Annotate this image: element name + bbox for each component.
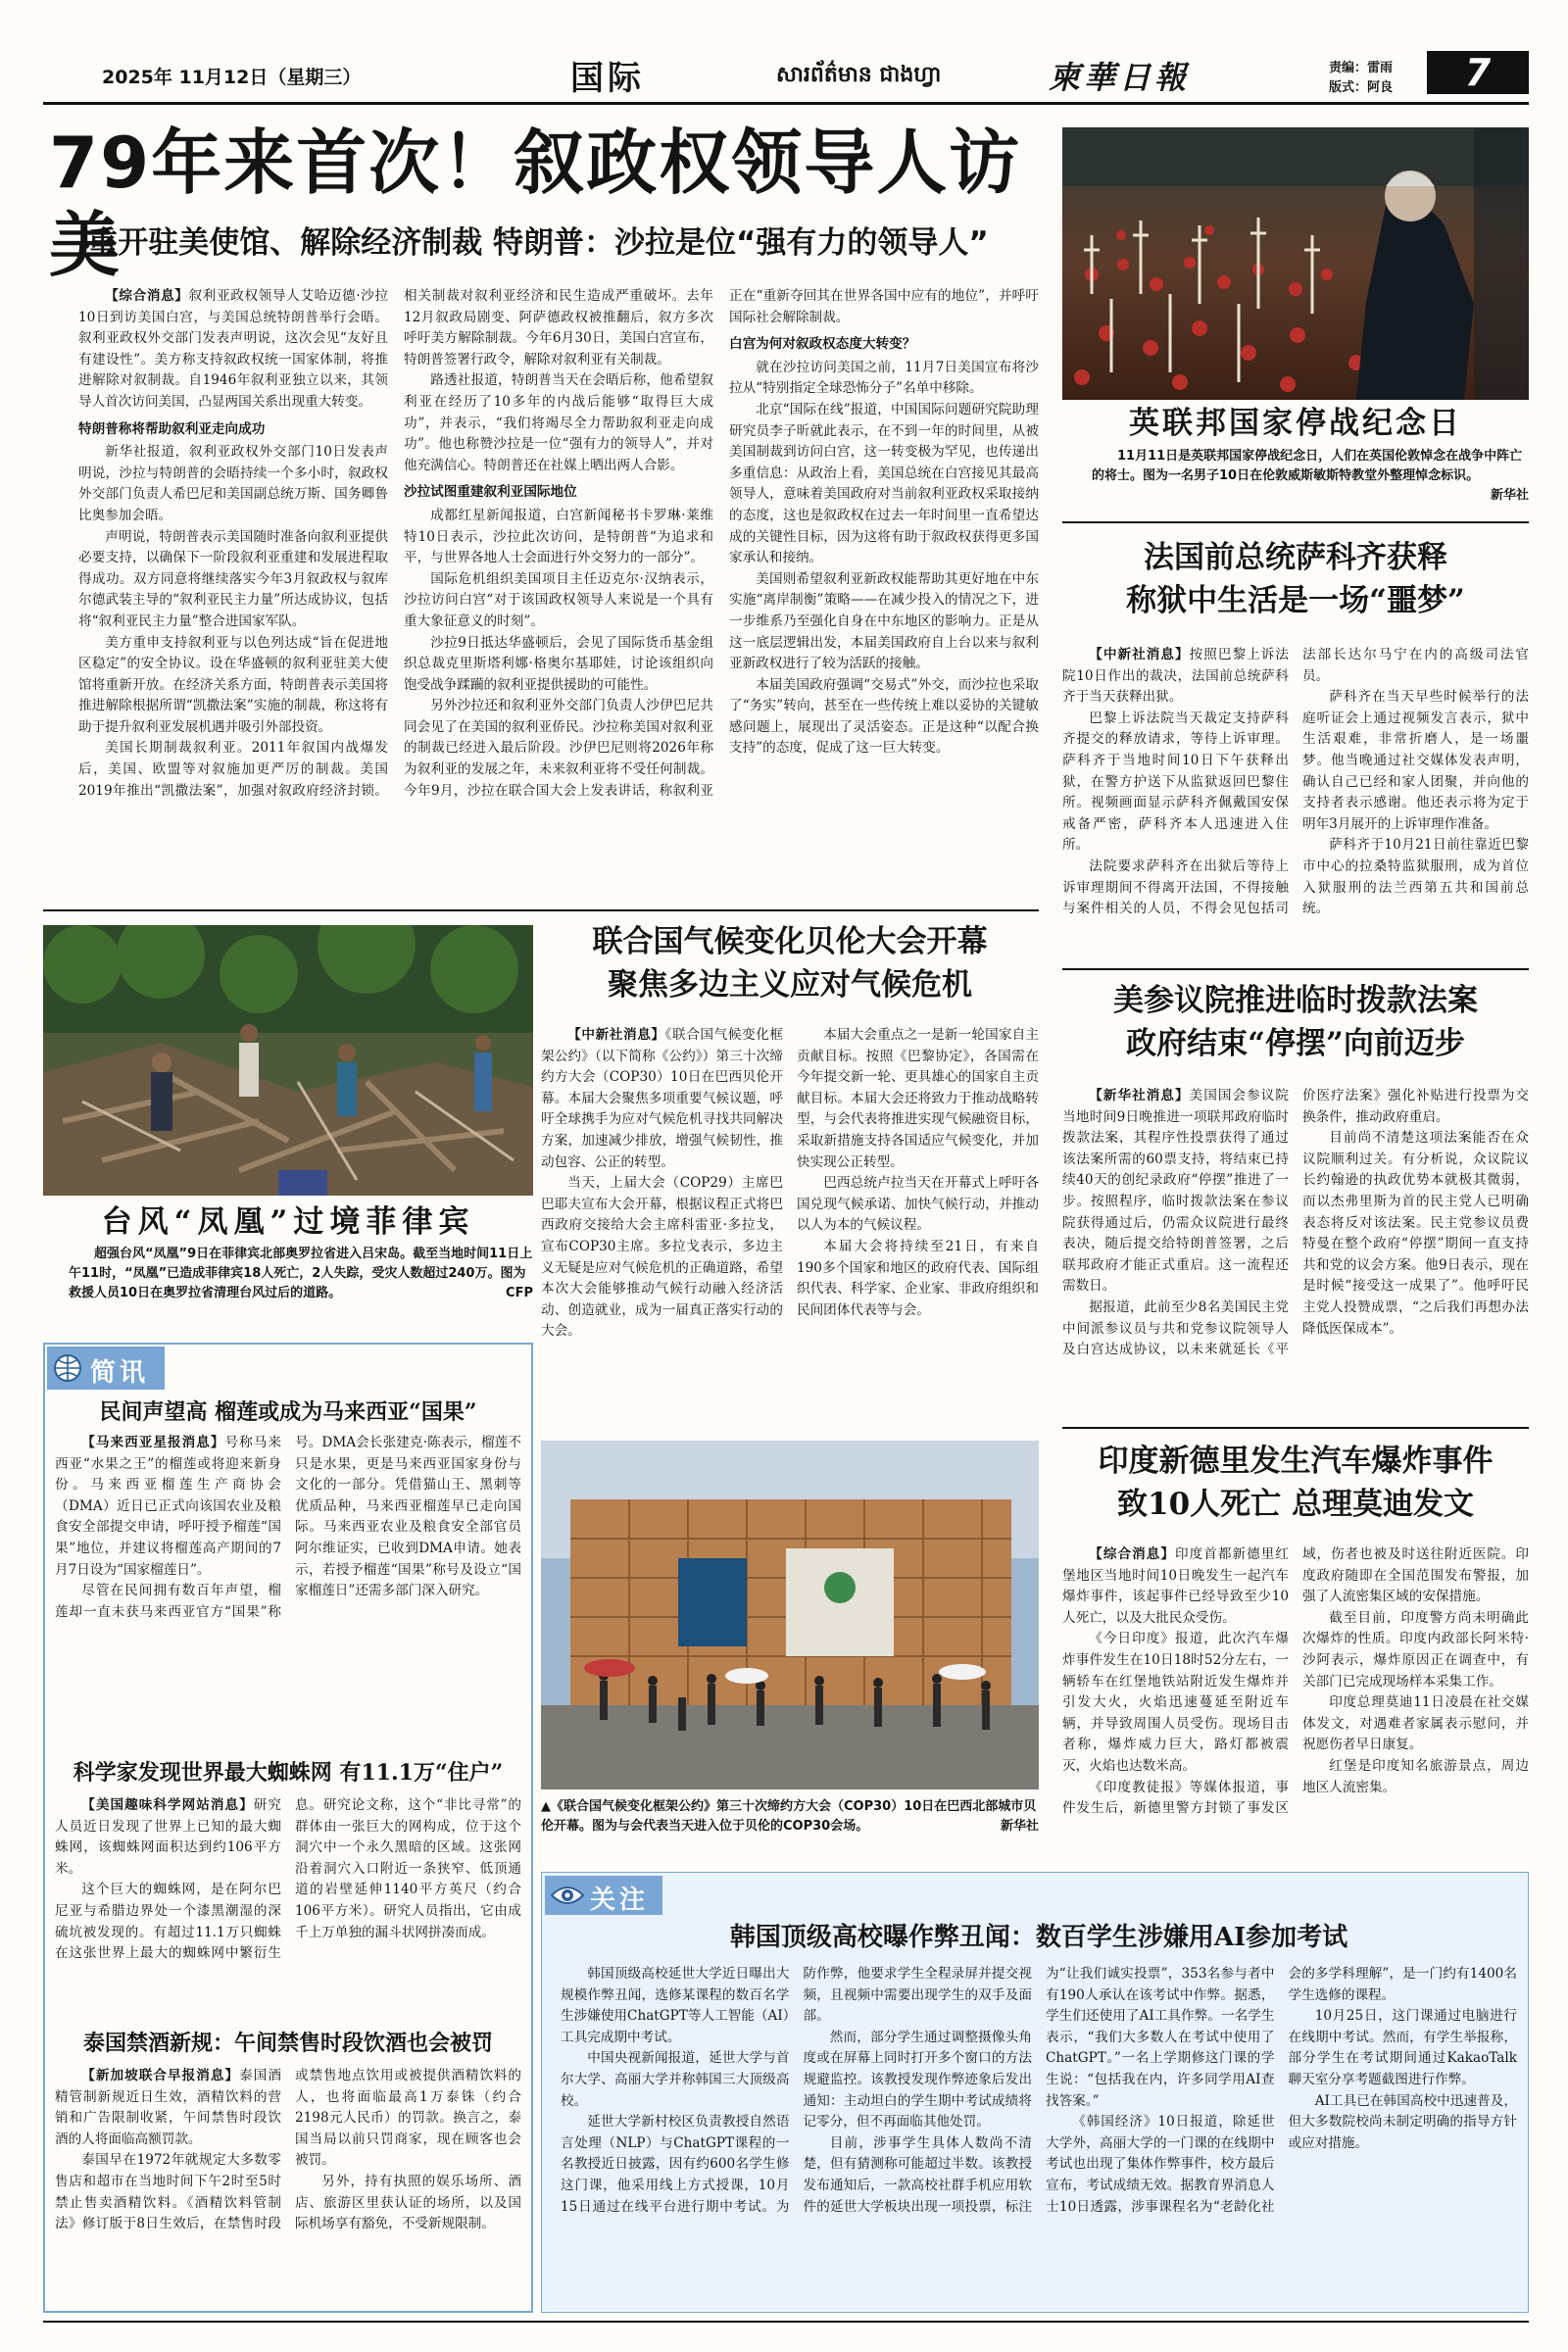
sarkozy-dateline: 【中新社消息】 <box>1089 647 1190 662</box>
typhoon-caption: 超强台风“凤凰”9日在菲律宾北部奥罗拉省进入吕宋岛。截至当地时间11日上午11时，“凤凰”已造成菲律宾18人死亡，2人失踪，受灾人数超过240万。图为救援人员10日在奥罗拉省清理台风过后的道路。 CFP <box>69 1245 533 1327</box>
lead-body: 【综合消息】叙利亚政权领导人艾哈迈德·沙拉10日到访美国白宫，与美国总统特朗普举行会晤。叙利亚政权外交部门发表声明说，这次会见“友好且有建设性”。美方称支持叙政权统一国家体制，将推进解除对叙制裁。自1946年叙利亚独立以来，其领导人首次访问美国，凸显两国关系出现重大转变。 特朗普称将帮助叙利亚走向成功 新华社报道，叙利亚政权外交部门10日发表声明说，沙拉与特朗普的会晤持续一个多小时，叙政权外交部门负责人希巴尼和美国副总统万斯、国务卿鲁比奥参加会晤。 声明说，特朗普表示美国随时准备向叙利亚提供必要支持，以确保下一阶段叙利亚重建和发展进程取得成功。双方同意将继续落实今年3月叙政权与叙库尔德武装主导的“叙利亚民主力量”所达成协议，包括将“叙利亚民主力量”整合进国家军队。 美方重申支持叙利亚与以色列达成“旨在促进地区稳定”的安全协议。设在华盛顿的叙利亚驻美大使馆将重新开放。在经济关系方面，特朗普表示美国将推进解除根据所谓“凯撒法案”实施的制裁，称这将有助于提升叙利亚发展机遇并吸引外部投资。 美国长期制裁叙利亚。2011年叙国内战爆发后，美国、欧盟等对叙施加更严厉的制裁。美国2019年推出“凯撒法案”，加强对叙政府经济封锁。相关制裁对叙利亚经济和民生造成严重破坏。去年12月叙政局剧变、阿萨德政权被推翻后，叙方多次呼吁美方解除制裁。今年6月30日，美国白宫宣布，特朗普签署行政令，解除对叙利亚有关制裁。 路透社报道，特朗普当天在会晤后称，他希望叙利亚在经历了10多年的内战后能够“取得巨大成功”，并表示，“我们将竭尽全力帮助叙利亚走向成功”。他也称赞沙拉是一位“强有力的领导人”，并对他充满信心。特朗普还在社媒上晒出两人合影。 沙拉试图重建叙利亚国际地位 成都红星新闻报道，白宫新闻秘书卡罗琳·莱维特10日表示，沙拉此次访问，是特朗普“为追求和平，与世界各地人士会面进行外交努力的一部分”。 国际危机组织美国项目主任迈克尔·汉纳表示，沙拉访问白宫“对于该国政权领导人来说是一个具有重大象征意义的时刻”。 沙拉9日抵达华盛顿后，会见了国际货币基金组织总裁克里斯塔利娜·格奥尔基耶娃，讨论该组织向饱受战争蹂躏的叙利亚提供援助的可能性。 另外沙拉还和叙利亚外交部门负责人沙伊巴尼共同会见了在美国的叙利亚侨民。沙拉称美国对叙利亚的制裁已经进入最后阶段。沙伊巴尼则将2026年称为叙利亚的发展之年，未来叙利亚将不受任何制裁。今年9月，沙拉在联合国大会上发表讲话，称叙利亚正在“重新夺回其在世界各国中应有的地位”，并呼吁国际社会解除制裁。 白宫为何对叙政权态度大转变？ 就在沙拉访问美国之前，11月7日美国宣布将沙拉从“特别指定全球恐怖分子”名单中移除。 北京“国际在线”报道，中国国际问题研究院助理研究员李子昕就此表示，在不到一年的时间里，从被美国制裁到访问白宫，这一转变极为罕见，也传递出多重信息：从政治上看，美国总统在白宫接见其最高领导人，意味着美国政府对当前叙利亚政权采取接纳的态度，这也是叙政权在过去一年时间里一直希望达成的关键性目标，因为这将有助于叙政权获得更多国家承认和接纳。 美国则希望叙利亚新政权能帮助其更好地在中东实施“离岸制衡”策略——在减少投入的情况之下，进一步维系乃至强化自身在中东地区的影响力。正是从这一底层逻辑出发，本届美国政府自上台以来与叙利亚新政权进行了较为活跃的接触。 本届美国政府强调“交易式”外交，而沙拉也采取了“务实”转向，甚至在一些传统上难以妥协的关键敏感问题上，展现出了灵活姿态。正是这种“以配合换支持”的态度，促成了这一巨大转变。 <box>78 288 1039 799</box>
remembrance-title: 英联邦国家停战纪念日 <box>1129 406 1462 441</box>
bottom-rule <box>43 2321 1529 2323</box>
paper-logo: 柬華日報 <box>1049 59 1191 96</box>
sarkozy-headline-1: 法国前总统萨科齐获释 <box>1144 540 1447 575</box>
climate-dateline: 【中新社消息】 <box>567 1027 665 1043</box>
divider-left-1 <box>43 909 1039 911</box>
sarkozy-body: 【中新社消息】按照巴黎上诉法院10日作出的裁决，法国前总统萨科齐于当天获释出狱。 巴黎上诉法院当天裁定支持萨科齐提交的释放请求，等待上诉审理。萨科齐于当地时间10日下午获释出狱，在警方护送下从监狱返回巴黎住所。视频画面显示萨科齐佩戴国安保戒备严密，萨科齐本人迅速进入住所。 法院要求萨科齐在出狱后等待上诉审理期间不得离开法国，不得接触与案件相关的人员，不得会见包括司法部长达尔马宁在内的高级司法官员。 萨科齐在当天早些时候举行的法庭听证会上通过视频发言表示，狱中生活艰难，非常折磨人，是一场噩梦。他当晚通过社交媒体发表声明，确认自己已经和家人团聚，并向他的支持者表示感谢。他还表示将为定于明年3月展开的上诉审理作准备。 萨科齐于10月21日前往靠近巴黎市中心的拉桑特监狱服刑，成为首位入狱服刑的法兰西第五共和国前总统。 <box>1062 647 1529 917</box>
lead-subtitle-2: 沙拉试图重建叙利亚国际地位 <box>404 484 577 501</box>
remembrance-source: 新华社 <box>1490 488 1529 503</box>
shutdown-headline-2: 政府结束“停摆”向前迈步 <box>1126 1026 1465 1061</box>
issue-date: 2025年 11月12日（星期三） <box>102 67 362 88</box>
lead-subtitle-1: 特朗普称将帮助叙利亚走向成功 <box>78 420 266 437</box>
typhoon-photo <box>43 925 533 1196</box>
climate-body: 【中新社消息】《联合国气候变化框架公约》（以下简称《公约》）第三十次缔约方大会（COP30）10日在巴西贝伦开幕。本届大会聚焦多项重要气候议题，呼吁全球携手为应对气候危机寻找共同解决方案，加速减少排放，增强气候韧性，推动包容、公正的转型。 当天，上届大会（COP29）主席巴巴耶夫宣布大会开幕，根据议程正式将巴西政府交接给大会主席科雷亚·多拉戈，宣布COP30主席。多拉戈表示，多边主义无疑是应对气候危机的正确道路，希望本次大会能够推动气候行动融入经济活动、创造就业，成为一届真正落实行动的大会。 本届大会重点之一是新一轮国家自主贡献目标。按照《巴黎协定》，各国需在今年提交新一轮、更具雄心的国家自主贡献目标。本届大会还将致力于推动战略转型，与会代表将推进实现气候融资目标，采取新措施支持各国适应气候变化，并加快实现公正转型。 巴西总统卢拉当天在开幕式上呼吁各国兑现气候承诺、加快气候行动，并推动以人为本的气候议程。 本届大会将持续至21日，有来自190多个国家和地区的政府代表、国际组织代表、科学家、企业家、非政府组织和民间团体代表等与会。 <box>541 1027 1039 1340</box>
briefs-label: 简讯 <box>47 1347 165 1390</box>
thai-headline: 泰国禁酒新规：午间禁售时段饮酒也会被罚 <box>82 2031 493 2056</box>
khmer-title: សារព័ត៌មាន ជាងហ្វា <box>776 63 942 87</box>
shutdown-dateline: 【新华社消息】 <box>1089 1088 1190 1103</box>
typhoon-title: 台风“凤凰”过境菲律宾 <box>101 1204 475 1240</box>
delhi-headline-2: 致10人死亡 总理莫迪发文 <box>1117 1487 1474 1522</box>
shutdown-headline-1: 美参议院推进临时拨款法案 <box>1113 983 1478 1018</box>
eye-icon <box>551 1885 584 1906</box>
cop30-photo <box>541 1441 1039 1789</box>
layout-credit: 版式：阿良 <box>1329 80 1394 95</box>
focus-headline: 韩国顶级高校曝作弊丑闻：数百学生涉嫌用AI参加考试 <box>729 1923 1348 1952</box>
delhi-headline-1: 印度新德里发生汽车爆炸事件 <box>1098 1444 1494 1479</box>
remembrance-caption: 11月11日是英联邦国家停战纪念日，人们在英国伦敦悼念在战争中阵亡的将士。图为一名男子10日在伦敦威斯敏斯特教堂外整理悼念标识。 新华社 <box>1092 447 1529 512</box>
delhi-body: 【综合消息】印度首都新德里红堡地区当地时间10日晚发生一起汽车爆炸事件，该起事件已经导致至少10人死亡，以及大批民众受伤。 《今日印度》报道，此次汽车爆炸事件发生在10日18时52分左右，一辆轿车在红堡地铁站附近发生爆炸并引发大火，火焰迅速蔓延至附近车辆，并导致周围人员受伤。现场目击者称，爆炸威力巨大，路灯都被震灭，火焰也达数米高。 《印度教徒报》等媒体报道，事件发生后，新德里警方封锁了事发区域，伤者也被及时送往附近医院。印度政府随即在全国范围发布警报，加强了人流密集区域的安保措施。 截至目前，印度警方尚未明确此次爆炸的性质。印度内政部长阿米特·沙阿表示，爆炸原因正在调查中，有关部门已完成现场样本采集工作。 印度总理莫迪11日凌晨在社交媒体发文，对遇难者家属表示慰问，并祝愿伤者早日康复。 红堡是印度知名旅游景点，周边地区人流密集。 <box>1062 1546 1529 1817</box>
durian-headline: 民间声望高 榴莲或成为马来西亚“国果” <box>99 1399 477 1425</box>
lead-dateline: 【综合消息】 <box>105 288 189 304</box>
climate-headline-1: 联合国气候变化贝伦大会开幕 <box>592 924 988 959</box>
spider-headline: 科学家发现世界最大蜘蛛网 有11.1万“住户” <box>73 1760 504 1786</box>
page-number-box <box>1427 51 1529 94</box>
focus-body: 韩国顶级高校延世大学近日曝出大规模作弊丑闻，选修某课程的数百名学生涉嫌使用ChatGPT等人工智能（AI）工具完成期中考试。 中国央视新闻报道，延世大学与首尔大学、高丽大学并称韩国三大顶级高校。 延世大学新村校区负责教授自然语言处理（NLP）与ChatGPT课程的一名教授近日披露，因有约600名学生修这门课，他采用线上方式授课，10月15日通过在线平台进行期中考试。为防作弊，他要求学生全程录屏并提交视频，且视频中需要出现学生的双手及面部。 然而，部分学生通过调整摄像头角度或在屏幕上同时打开多个窗口的方法规避监控。该教授发现作弊迹象后发出通知：主动坦白的学生期中考试成绩将记零分，但不再面临其他处罚。 目前，涉事学生具体人数尚不清楚，但有猜测称可能超过半数。该教授发布通知后，一款高校社群手机应用软件的延世大学板块出现一项投票，标注为“让我们诚实投票”，353名参与者中有190人承认在该考试中作弊。据悉，学生们还使用了AI工具作弊。一名学生表示，“我们大多数人在考试中使用了ChatGPT。”一名上学期修这门课的学生说：“包括我在内，许多同学用AI查找答案。” 《韩国经济》10日报道，除延世大学外，高丽大学的一门课的在线期中考试也出现了集体作弊事件，校方最后宣布，考试成绩无效。据教育界消息人士10日透露，涉事课程名为“老龄化社会的多学科理解”，是一门约有1400名学生选修的课程。 10月25日，这门课通过电脑进行在线期中考试。然而，有学生举报称，部分学生在考试期间通过KakaoTalk聊天室分享考题截图进行作弊。 AI工具已在韩国高校中迅速普及，但大多数院校尚未制定明确的指导方针或应对措施。 <box>561 1966 1517 2215</box>
typhoon-source: CFP <box>506 1286 533 1300</box>
cop30-caption: ▲《联合国气候变化框架公约》第三十次缔约方大会（COP30）10日在巴西北部城市贝伦开幕。图为与会代表当天进入位于贝伦的COP30会场。 新华社 <box>541 1797 1039 1862</box>
delhi-dateline: 【综合消息】 <box>1089 1546 1175 1562</box>
section-title: 国际 <box>570 59 645 98</box>
cop30-source: 新华社 <box>1000 1819 1039 1834</box>
shutdown-body: 【新华社消息】美国国会参议院当地时间9日晚推进一项联邦政府临时拨款法案，其程序性投票获得了通过该法案所需的60票支持，将结束已持续40天的创纪录政府“停摆”推进了一步。按照程序，临时拨款法案在参议院获得通过后，仍需众议院进行最终表决，随后提交给特朗普签署，之后联邦政府才能正式重启。这一流程还需数日。 据报道，此前至少8名美国民主党中间派参议员与共和党参议院领导人及白宫达成协议，以未来就延长《平价医疗法案》强化补贴进行投票为交换条件，推动政府重启。 目前尚不清楚这项法案能否在众议院顺利过关。有分析说，众议院议长约翰逊的执政优势本就极其微弱，而以杰弗里斯为首的民主党人已明确表态将反对该法案。民主党参议员费特曼在整个政府“停摆”期间一直支持共和党的议会方案。他9日表示，现在是时候“接受这一成果了”。他呼吁民主党人投赞成票，“之后我们再想办法降低医保成本”。 <box>1062 1088 1529 1358</box>
divider-right-2 <box>1062 968 1529 970</box>
focus-label: 关注 <box>545 1876 662 1915</box>
lead-subtitle-3: 白宫为何对叙政权态度大转变？ <box>729 336 916 353</box>
masthead-rule <box>43 102 1529 105</box>
lead-subhead: 重开驻美使馆、解除经济制裁 特朗普：沙拉是位“强有力的领导人” <box>87 225 989 261</box>
thai-body: 【新加坡联合早报消息】泰国酒精管制新规近日生效，酒精饮料的营销和广告限制收紧，午间禁售时段饮酒的人将面临高额罚款。 泰国早在1972年就规定大多数零售店和超市在当地时间下午2时至5时禁止售卖酒精饮料。《酒精饮料管制法》修订版于8日生效后，在禁售时段或禁售地点饮用或被提供酒精饮料的人，也将面临最高1万泰铢（约合2198元人民币）的罚款。换言之，泰国当局以前只罚商家，现在顾客也会被罚。 另外，持有执照的娱乐场所、酒店、旅游区里获认证的场所，以及国际机场享有豁免，不受新规限制。 <box>55 2068 521 2232</box>
divider-right-1 <box>1062 521 1529 523</box>
divider-right-3 <box>1062 1427 1529 1429</box>
page-number: 7 <box>1464 51 1492 94</box>
spider-body: 【美国趣味科学网站消息】研究人员近日发现了世界上已知的最大蜘蛛网，该蜘蛛网面积达到约106平方米。 这个巨大的蜘蛛网，是在阿尔巴尼亚与希腊边界处一个漆黑潮湿的深硫坑被发现的。有超过11.1万只蜘蛛在这张世界上最大的蜘蛛网中繁衍生息。研究论文称，这个“非比寻常”的群体由一张巨大的网构成，位于这个洞穴中一个永久黑暗的区域。这张网沿着洞穴入口附近一条狭窄、低顶通道的岩壁延伸1140平方英尺（约合106平方米）。研究人员指出，它由成千上万单独的漏斗状网拼凑而成。 <box>55 1797 521 1962</box>
sarkozy-headline-2: 称狱中生活是一场“噩梦” <box>1126 583 1465 618</box>
briefs-globe-icon <box>53 1353 82 1383</box>
masthead <box>39 51 1529 100</box>
durian-body: 【马来西亚星报消息】号称马来西亚“水果之王”的榴莲或将迎来新身份。马来西亚榴莲生产商协会（DMA）近日已正式向该国农业及粮食安全部提交申请，呼吁授予榴莲“国果”地位，并建议将榴莲高产期间的7月7日设为“国家榴莲日”。 尽管在民间拥有数百年声望，榴莲却一直未获马来西亚官方“国果”称号。DMA会长张建克·陈表示，榴莲不只是水果，更是马来西亚国家身份与文化的一部分。凭借猫山王、黑刺等优质品种，马来西亚榴莲早已走向国际。马来西亚农业及粮食安全部官员阿尔维证实，已收到DMA申请。她表示，若授予榴莲“国果”称号及设立“国家榴莲日”还需多部门深入研究。 <box>55 1435 521 1620</box>
editor-credit: 责编：雷雨 <box>1329 61 1394 75</box>
lead-headline: 79年来首次！叙政权领导人访美 <box>49 122 1022 286</box>
climate-headline-2: 聚焦多边主义应对气候危机 <box>608 967 972 1003</box>
remembrance-photo <box>1062 127 1529 400</box>
